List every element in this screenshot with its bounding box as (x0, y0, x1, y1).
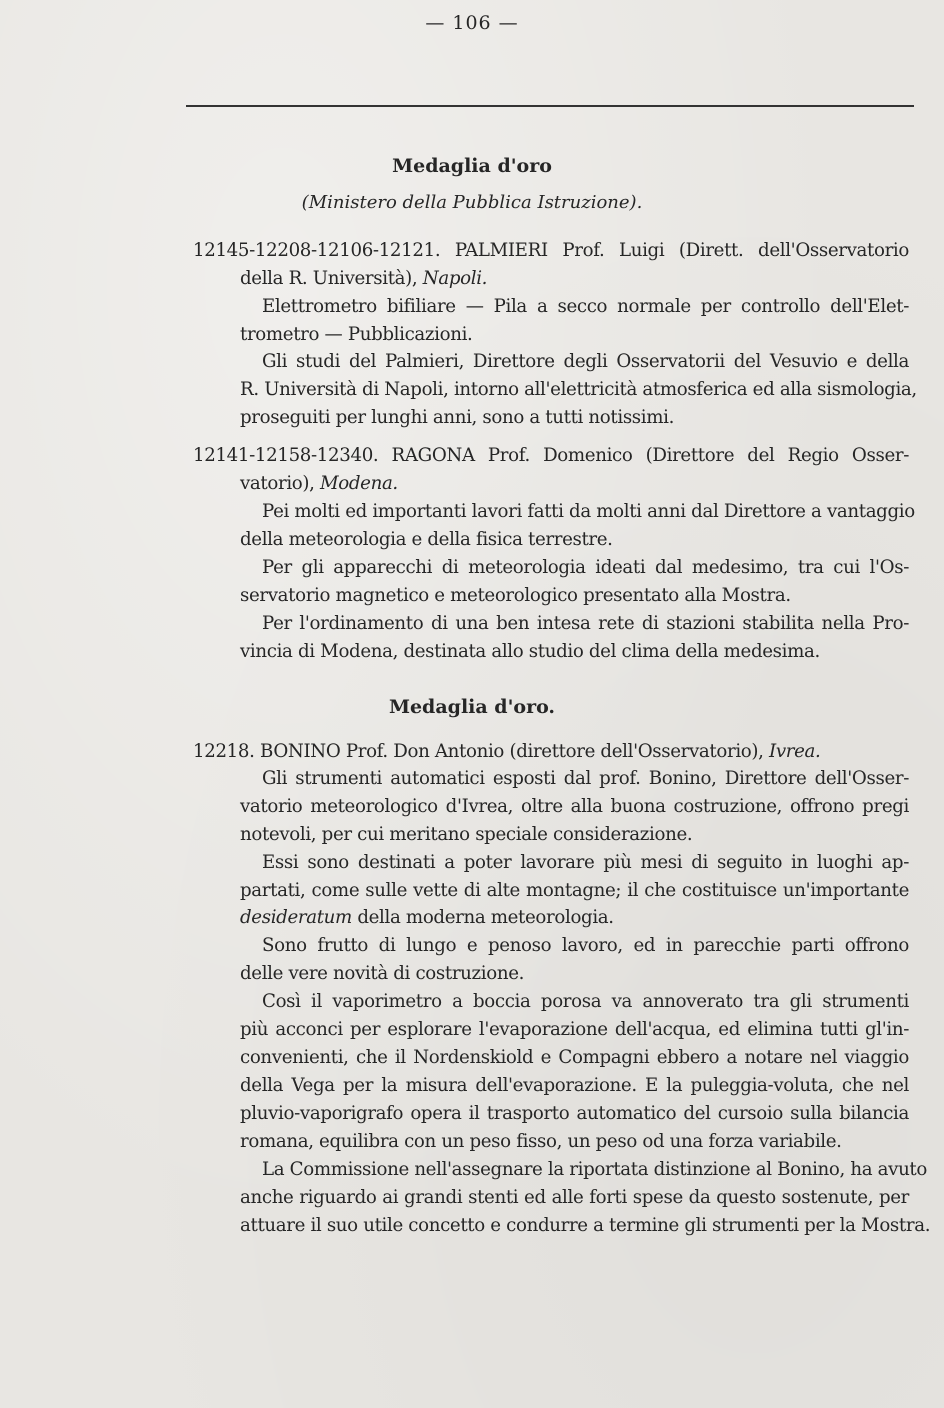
entry-line: 12145-12208-12106-12121. PALMIERI Prof. Luigi (Dirett. dell'Osservatorio (193, 240, 909, 261)
entry-line: trometro — Pubblicazioni. (240, 324, 473, 345)
entry-text: 12218. BONINO Prof. Don Antonio (direttore dell'Osservatorio), (193, 741, 769, 762)
section-subheading: (Ministero della Pubblica Istruzione). (301, 192, 643, 213)
entry-line: romana, equilibra con un peso fisso, un peso od una forza variabile. (240, 1131, 842, 1152)
entry-line: Gli strumenti automatici esposti dal prof. Bonino, Direttore dell'Osser- (262, 768, 909, 789)
entry-line: Essi sono destinati a poter lavorare più mesi di seguito in luoghi ap- (262, 852, 909, 873)
entry-text: della moderna meteorologia. (351, 907, 614, 928)
entry-line: Pei molti ed importanti lavori fatti da molti anni dal Direttore a vantaggio (262, 501, 915, 522)
entry-line: Per l'ordinamento di una ben intesa rete di stazioni stabilita nella Pro- (262, 613, 909, 634)
entry-line: Così il vaporimetro a boccia porosa va annoverato tra gli strumenti (262, 991, 909, 1012)
header-rule (186, 105, 914, 107)
section-heading: Medaglia d'oro (392, 155, 552, 177)
entry-line: partati, come sulle vette di alte montagne; il che costituisce un'importante (240, 880, 909, 901)
entry-line: servatorio magnetico e meteorologico presentato alla Mostra. (240, 585, 791, 606)
entry-line: pluvio-vaporigrafo opera il trasporto automatico del cursoio sulla bilancia (240, 1103, 909, 1124)
entry-line: anche riguardo ai grandi stenti ed alle forti spese da questo sostenute, per (240, 1187, 909, 1208)
entry-line (193, 738, 820, 766)
entry-line: notevoli, per cui meritano speciale considerazione. (240, 824, 693, 845)
entry-line (240, 265, 487, 293)
entry-line: delle vere novità di costruzione. (240, 963, 525, 984)
section-heading: Medaglia d'oro. (388, 696, 556, 718)
page-number: — 106 — (425, 12, 519, 34)
entry-line: proseguiti per lunghi anni, sono a tutti notissimi. (240, 407, 675, 428)
entry-line: vatorio meteorologico d'Ivrea, oltre alla buona costruzione, offrono pregi (240, 796, 909, 817)
entry-line: R. Università di Napoli, intorno all'elettricità atmosferica ed alla sismologia, (240, 379, 917, 400)
entry-text: vatorio), (240, 473, 320, 494)
entry-line: Gli studi del Palmieri, Direttore degli Osservatorii del Vesuvio e della (262, 351, 909, 372)
entry-location: Napoli. (422, 268, 488, 289)
entry-line (240, 904, 614, 932)
entry-location: Modena. (320, 473, 398, 494)
italic-term: desideratum (240, 907, 352, 928)
entry-line: Sono frutto di lungo e penoso lavoro, ed in parecchie parti offrono (262, 935, 909, 956)
entry-line: convenienti, che il Nordenskiold e Compagni ebbero a notare nel viaggio (240, 1047, 909, 1068)
entry-line: della Vega per la misura dell'evaporazione. E la puleggia-voluta, che nel (240, 1075, 909, 1096)
entry-line (240, 470, 398, 498)
entry-line: 12141-12158-12340. RAGONA Prof. Domenico (Direttore del Regio Osser- (193, 445, 909, 466)
entry-line: attuare il suo utile concetto e condurre a termine gli strumenti per la Mostra. (240, 1215, 931, 1236)
entry-line: Elettrometro bifiliare — Pila a secco normale per controllo dell'Elet- (262, 296, 909, 317)
entry-line: più acconci per esplorare l'evaporazione dell'acqua, ed elimina tutti gl'in- (240, 1019, 909, 1040)
entry-line: della meteorologia e della fisica terrestre. (240, 529, 613, 550)
entry-line: Per gli apparecchi di meteorologia ideati dal medesimo, tra cui l'Os- (262, 557, 909, 578)
entry-line: La Commissione nell'assegnare la riportata distinzione al Bonino, ha avuto (262, 1159, 927, 1180)
entry-line: vincia di Modena, destinata allo studio del clima della medesima. (240, 641, 820, 662)
entry-location: Ivrea. (769, 741, 821, 762)
entry-text: della R. Università), (240, 268, 423, 289)
